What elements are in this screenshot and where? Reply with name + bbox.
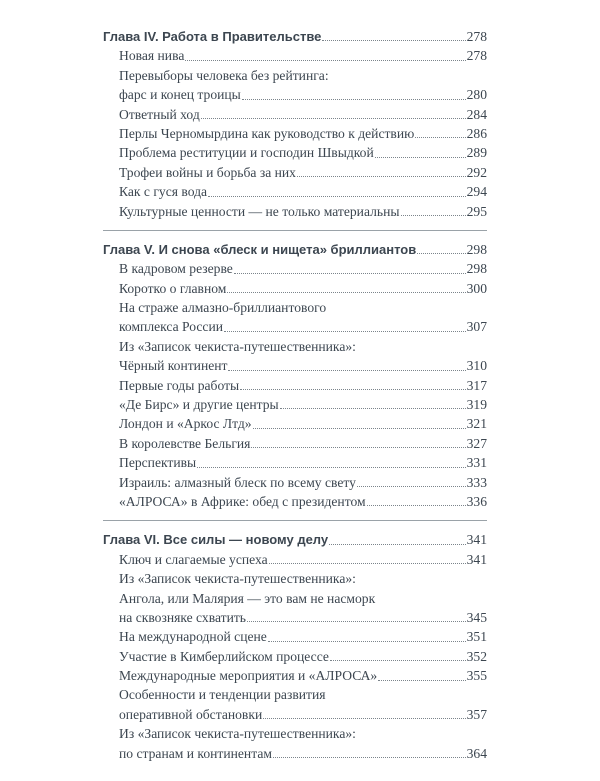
entry-title: Особенности и тенденции развития bbox=[119, 687, 326, 703]
entry-title: оперативной обстановки bbox=[119, 706, 263, 722]
entry-title: Лондон и «Аркос Лтд» bbox=[119, 416, 252, 432]
toc-entry[interactable] bbox=[103, 143, 487, 162]
chapter-section bbox=[103, 27, 487, 231]
entry-title: Ключ и слагаемые успеха bbox=[119, 551, 268, 567]
entry-title: Как с гуся вода bbox=[119, 184, 208, 200]
toc-entry[interactable] bbox=[103, 744, 487, 763]
dot-leader bbox=[401, 215, 466, 216]
toc-entry[interactable] bbox=[103, 473, 487, 492]
dot-leader bbox=[201, 118, 466, 119]
entry-title: Проблема реституции и господин Швыдкой bbox=[119, 145, 374, 161]
entry-title: по странам и континентам bbox=[119, 745, 272, 761]
dot-leader bbox=[247, 621, 466, 622]
dot-leader bbox=[224, 331, 466, 332]
toc-entry-continued bbox=[103, 589, 487, 608]
dot-leader bbox=[417, 253, 465, 254]
entry-title: комплекса России bbox=[119, 319, 224, 335]
chapter-heading[interactable] bbox=[103, 530, 487, 549]
toc-entry[interactable] bbox=[103, 202, 487, 221]
entry-title: Коротко о главном bbox=[119, 280, 227, 296]
toc-entry[interactable] bbox=[103, 85, 487, 104]
dot-leader bbox=[268, 641, 466, 642]
entry-title: Ангола, или Малярия — это вам не насморк bbox=[119, 590, 376, 606]
page-number: 317 bbox=[466, 377, 487, 393]
table-of-contents bbox=[103, 27, 487, 781]
toc-entry[interactable] bbox=[103, 317, 487, 336]
entry-title: Участие в Кимберлийском процессе bbox=[119, 648, 329, 664]
toc-entry[interactable] bbox=[103, 627, 487, 646]
dot-leader bbox=[297, 176, 466, 177]
entry-title: Чёрный континент bbox=[119, 358, 228, 374]
toc-entry[interactable] bbox=[103, 666, 487, 685]
toc-entry-continued bbox=[103, 298, 487, 317]
toc-entry[interactable] bbox=[103, 492, 487, 511]
dot-leader bbox=[263, 718, 465, 719]
chapter-section bbox=[103, 530, 487, 772]
chapter-section bbox=[103, 240, 487, 521]
page-number: 300 bbox=[466, 280, 487, 296]
page-number: 357 bbox=[466, 706, 487, 722]
page-number: 333 bbox=[466, 474, 487, 490]
dot-leader bbox=[280, 408, 466, 409]
page-number: 345 bbox=[466, 609, 487, 625]
entry-title: Новая нива bbox=[119, 48, 185, 64]
entry-title: Ответный ход bbox=[119, 106, 200, 122]
toc-entry-continued bbox=[103, 569, 487, 588]
chapter-heading[interactable] bbox=[103, 240, 487, 259]
page-number: 341 bbox=[466, 551, 487, 567]
page-number: 321 bbox=[466, 416, 487, 432]
page-number: 289 bbox=[466, 145, 487, 161]
dot-leader bbox=[240, 389, 465, 390]
toc-entry[interactable] bbox=[103, 395, 487, 414]
page-number: 352 bbox=[466, 648, 487, 664]
page-number: 280 bbox=[466, 87, 487, 103]
dot-leader bbox=[251, 447, 465, 448]
dot-leader bbox=[208, 196, 466, 197]
dot-leader bbox=[378, 680, 465, 681]
entry-title: Перлы Черномырдина как руководство к действию bbox=[119, 125, 415, 141]
toc-entry[interactable] bbox=[103, 550, 487, 569]
toc-entry[interactable] bbox=[103, 434, 487, 453]
entry-title: «Де Бирс» и другие центры bbox=[119, 397, 279, 413]
dot-leader bbox=[269, 563, 466, 564]
page-number: 331 bbox=[466, 455, 487, 471]
dot-leader bbox=[330, 660, 466, 661]
toc-entry[interactable] bbox=[103, 376, 487, 395]
page-number: 284 bbox=[466, 106, 487, 122]
dot-leader bbox=[322, 40, 465, 41]
dot-leader bbox=[253, 428, 466, 429]
dot-leader bbox=[242, 99, 466, 100]
toc-entry[interactable] bbox=[103, 124, 487, 143]
page-number: 278 bbox=[466, 48, 487, 64]
entry-title: На страже алмазно-бриллиантового bbox=[119, 300, 327, 316]
dot-leader bbox=[367, 505, 466, 506]
entry-title: Из «Записок чекиста-путешественника»: bbox=[119, 726, 356, 742]
toc-entry[interactable] bbox=[103, 105, 487, 124]
toc-entry[interactable] bbox=[103, 46, 487, 65]
page-number: 278 bbox=[466, 28, 487, 44]
entry-title: В кадровом резерве bbox=[119, 261, 233, 277]
page-number: 327 bbox=[466, 435, 487, 451]
page-number: 341 bbox=[466, 532, 487, 548]
page-number: 319 bbox=[466, 397, 487, 413]
toc-entry-continued bbox=[103, 724, 487, 743]
entry-title: Из «Записок чекиста-путешественника»: bbox=[119, 571, 356, 587]
entry-title: Первые годы работы bbox=[119, 377, 240, 393]
page-number: 336 bbox=[466, 493, 487, 509]
toc-entry[interactable] bbox=[103, 356, 487, 375]
toc-entry-continued bbox=[103, 337, 487, 356]
toc-entry[interactable] bbox=[103, 259, 487, 278]
entry-title: Международные мероприятия и «АЛРОСА» bbox=[119, 668, 378, 684]
page-number: 364 bbox=[466, 745, 487, 761]
toc-entry[interactable] bbox=[103, 453, 487, 472]
dot-leader bbox=[357, 486, 466, 487]
dot-leader bbox=[197, 467, 465, 468]
page-number: 307 bbox=[466, 319, 487, 335]
toc-entry[interactable] bbox=[103, 647, 487, 666]
page-number: 298 bbox=[466, 261, 487, 277]
entry-title: Трофеи войны и борьба за них bbox=[119, 164, 296, 180]
entry-title: Перспективы bbox=[119, 455, 197, 471]
toc-entry[interactable] bbox=[103, 182, 487, 201]
toc-entry[interactable] bbox=[103, 414, 487, 433]
entry-title: на сквозняке схватить bbox=[119, 609, 246, 625]
dot-leader bbox=[273, 757, 466, 758]
toc-entry-continued bbox=[103, 686, 487, 705]
chapter-title: Глава V. И снова «блеск и нищета» бриллиантов bbox=[103, 241, 417, 257]
toc-entry[interactable] bbox=[103, 705, 487, 724]
dot-leader bbox=[329, 544, 465, 545]
page-number: 295 bbox=[466, 203, 487, 219]
page-number: 294 bbox=[466, 184, 487, 200]
page-number: 351 bbox=[466, 629, 487, 645]
page-number: 310 bbox=[466, 358, 487, 374]
entry-title: Перевыборы человека без рейтинга: bbox=[119, 67, 329, 83]
toc-entry[interactable] bbox=[103, 279, 487, 298]
chapter-title: Глава VI. Все силы — новому делу bbox=[103, 532, 329, 548]
toc-entry[interactable] bbox=[103, 608, 487, 627]
page-number: 292 bbox=[466, 164, 487, 180]
entry-title: На международной сцене bbox=[119, 629, 267, 645]
chapter-title: Глава IV. Работа в Правительстве bbox=[103, 28, 322, 44]
toc-entry-continued bbox=[103, 66, 487, 85]
dot-leader bbox=[227, 292, 465, 293]
toc-entry[interactable] bbox=[103, 163, 487, 182]
page-number: 286 bbox=[466, 125, 487, 141]
entry-title: «АЛРОСА» в Африке: обед с президентом bbox=[119, 493, 366, 509]
page-number: 355 bbox=[466, 668, 487, 684]
dot-leader bbox=[228, 370, 465, 371]
chapter-heading[interactable] bbox=[103, 27, 487, 46]
dot-leader bbox=[234, 273, 466, 274]
dot-leader bbox=[375, 157, 466, 158]
dot-leader bbox=[185, 60, 465, 61]
entry-title: В королевстве Бельгия bbox=[119, 435, 251, 451]
entry-title: Из «Записок чекиста-путешественника»: bbox=[119, 338, 356, 354]
entry-title: Израиль: алмазный блеск по всему свету bbox=[119, 474, 356, 490]
dot-leader bbox=[415, 137, 465, 138]
page-number: 298 bbox=[466, 241, 487, 257]
entry-title: Культурные ценности — не только материальны bbox=[119, 203, 400, 219]
entry-title: фарс и конец троицы bbox=[119, 87, 241, 103]
